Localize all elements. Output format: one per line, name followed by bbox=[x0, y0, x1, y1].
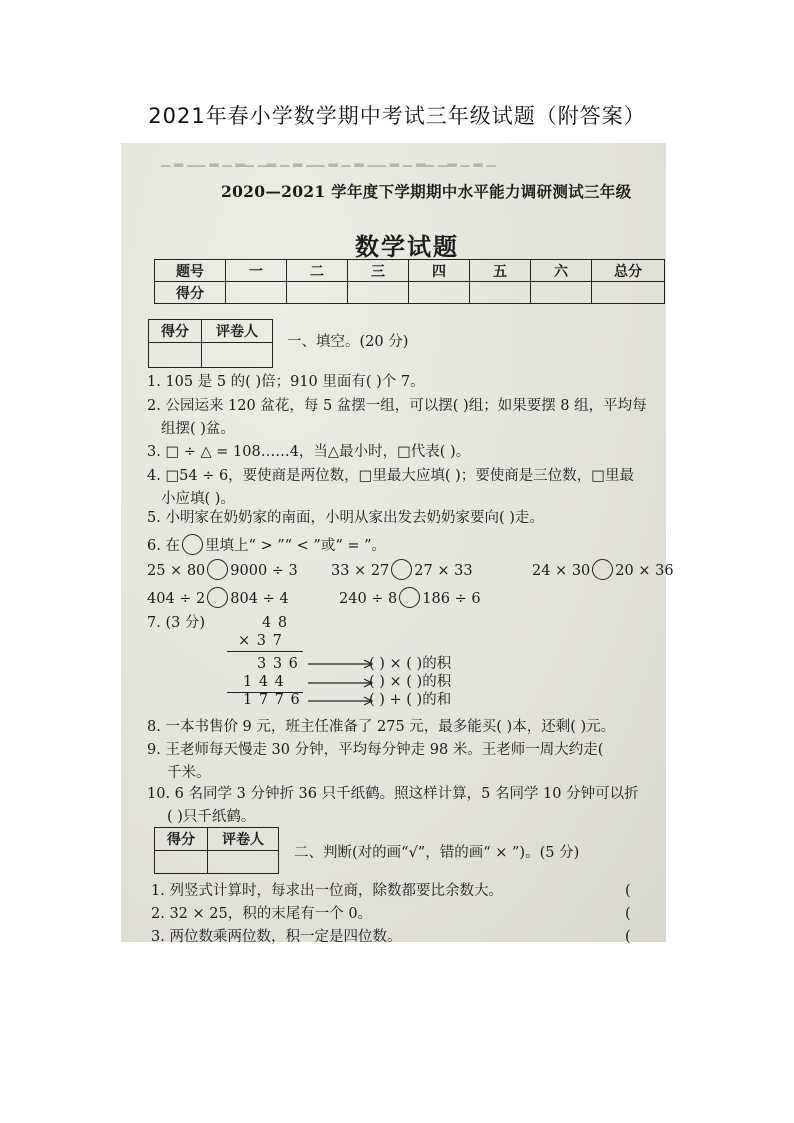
calc-multiplier: × 3 7 bbox=[238, 633, 283, 649]
compare-circle-icon[interactable] bbox=[592, 559, 613, 580]
score-header-cell: 二 bbox=[287, 260, 348, 282]
compare-circle-icon[interactable] bbox=[399, 587, 420, 608]
compare-left: 404 ÷ 2 bbox=[147, 591, 206, 607]
score-header-cell: 三 bbox=[348, 260, 409, 282]
calc-divider-line bbox=[227, 651, 303, 652]
question-4-line1: 4. □54 ÷ 6，要使商是两位数，□里最大应填( )；要使商是三位数，□里最 bbox=[147, 468, 635, 484]
question-2-line1: 2. 公园运来 120 盆花，每 5 盆摆一组，可以摆( )组；如果要摆 8 组，平均每 bbox=[147, 398, 647, 414]
compare-left: 24 × 30 bbox=[532, 563, 591, 579]
document-title: 2021年春小学数学期中考试三年级试题（附答案） bbox=[148, 104, 646, 128]
score-cell bbox=[409, 282, 470, 304]
grader-name-cell bbox=[202, 343, 273, 368]
calc-total: 1 7 7 6 bbox=[243, 692, 301, 708]
calc-multiplicand: 4 8 bbox=[262, 615, 289, 631]
score-cell bbox=[531, 282, 592, 304]
judge-item-1: 1. 列竖式计算时，每求出一位商，除数都要比余数大。 bbox=[151, 883, 503, 899]
bleed-through-texture: ▁ ▂ ▁▁ ▂ ▁ ▂▁ ▁▂ ▁ ▂ ▁▁ ▂ ▁ ▂ ▁▁ ▂ ▁ ▂▁ ▁▂ ▁ ▂ ▁ bbox=[161, 153, 496, 167]
calc-partial-product-2: 1 4 4 bbox=[243, 674, 285, 690]
score-cell bbox=[226, 282, 287, 304]
grader-name-label: 评卷人 bbox=[208, 828, 279, 851]
compare-right: 9000 ÷ 3 bbox=[230, 563, 298, 579]
compare-right: 20 × 36 bbox=[615, 563, 674, 579]
score-cell bbox=[592, 282, 665, 304]
question-6-prefix: 6. 在 bbox=[147, 538, 180, 554]
question-8: 8. 一本书售价 9 元，班主任准备了 275 元，最多能买( )本，还剩( )元。 bbox=[147, 719, 616, 735]
compare-circle-icon[interactable] bbox=[207, 587, 228, 608]
question-10-line1: 10. 6 名同学 3 分钟折 36 只千纸鹤。照这样计算，5 名同学 10 分钟可以折 bbox=[147, 786, 639, 802]
compare-circle-icon[interactable] bbox=[207, 559, 228, 580]
arrow-right-icon bbox=[308, 678, 374, 688]
calc-partial-product-1: 3 3 6 bbox=[257, 656, 299, 672]
question-9-line2: 千米。 bbox=[167, 765, 211, 781]
question-6-suffix: 里填上“ > ”“ < ”或“ = ”。 bbox=[204, 538, 387, 554]
question-10-line2: ( )只千纸鹤。 bbox=[167, 809, 256, 825]
question-2-line2: 组摆( )盆。 bbox=[161, 421, 235, 437]
judge-item-2: 2. 32 × 25，积的末尾有一个 0。 bbox=[151, 906, 373, 922]
compare-right: 186 ÷ 6 bbox=[422, 591, 481, 607]
grader-score-cell bbox=[155, 851, 208, 874]
question-7-label: 7. (3 分) bbox=[147, 615, 206, 631]
grader-box-section1 bbox=[148, 319, 273, 368]
score-row-label: 得分 bbox=[155, 282, 226, 304]
score-table-score-row bbox=[155, 282, 665, 304]
compare-item bbox=[532, 559, 674, 580]
question-7-blank-1: ( ) × ( )的积 bbox=[369, 656, 452, 672]
judge-bracket: ( bbox=[625, 929, 631, 945]
question-5: 5. 小明家在奶奶家的南面，小明从家出发去奶奶家要向( )走。 bbox=[147, 510, 544, 526]
subject-title: 数学试题 bbox=[355, 232, 459, 261]
compare-item bbox=[331, 559, 473, 580]
grader-score-label: 得分 bbox=[155, 828, 208, 851]
arrow-right-icon bbox=[308, 659, 374, 669]
question-9-line1: 9. 王老师每天慢走 30 分钟，平均每分钟走 98 米。王老师一周大约走( bbox=[147, 742, 604, 758]
grader-name-cell bbox=[208, 851, 279, 874]
question-4-line2: 小应填( )。 bbox=[161, 491, 235, 507]
judge-bracket: ( bbox=[625, 883, 631, 899]
question-1: 1. 105 是 5 的( )倍；910 里面有( )个 7。 bbox=[147, 374, 425, 390]
grader-score-cell bbox=[149, 343, 202, 368]
compare-right: 27 × 33 bbox=[414, 563, 473, 579]
arrow-right-icon bbox=[308, 696, 374, 706]
compare-circle-icon[interactable] bbox=[391, 559, 412, 580]
compare-left: 25 × 80 bbox=[147, 563, 206, 579]
scanned-exam-page bbox=[121, 143, 674, 945]
score-cell bbox=[470, 282, 531, 304]
question-3: 3. □ ÷ △ = 108……4，当△最小时，□代表( )。 bbox=[147, 444, 471, 460]
compare-right: 804 ÷ 4 bbox=[230, 591, 289, 607]
score-header-cell: 一 bbox=[226, 260, 287, 282]
question-6 bbox=[147, 534, 386, 555]
score-cell bbox=[287, 282, 348, 304]
grader-score-label: 得分 bbox=[149, 320, 202, 343]
compare-circle-icon bbox=[182, 534, 203, 555]
score-cell bbox=[348, 282, 409, 304]
question-7-blank-2: ( ) × ( )的积 bbox=[369, 674, 452, 690]
grader-name-label: 评卷人 bbox=[202, 320, 273, 343]
compare-item bbox=[147, 559, 298, 580]
exam-header-title: 2020—2021 学年度下学期期中水平能力调研测试三年级 bbox=[221, 182, 632, 201]
compare-left: 33 × 27 bbox=[331, 563, 390, 579]
score-table-header-row bbox=[155, 260, 665, 282]
score-table bbox=[154, 259, 665, 304]
score-header-cell: 四 bbox=[409, 260, 470, 282]
section2-heading: 二、判断(对的画“√”，错的画“ × ”)。(5 分) bbox=[294, 845, 580, 861]
score-header-cell: 题号 bbox=[155, 260, 226, 282]
judge-item-3: 3. 两位数乘两位数，积一定是四位数。 bbox=[151, 929, 402, 945]
compare-item bbox=[339, 587, 481, 608]
score-header-cell: 五 bbox=[470, 260, 531, 282]
question-7-blank-3: ( ) + ( )的和 bbox=[369, 692, 452, 708]
compare-left: 240 ÷ 8 bbox=[339, 591, 398, 607]
section1-heading: 一、填空。(20 分) bbox=[287, 334, 409, 350]
judge-bracket: ( bbox=[625, 906, 631, 922]
grader-box-section2 bbox=[154, 827, 279, 874]
compare-item bbox=[147, 587, 289, 608]
score-header-cell: 六 bbox=[531, 260, 592, 282]
score-header-cell: 总分 bbox=[592, 260, 665, 282]
